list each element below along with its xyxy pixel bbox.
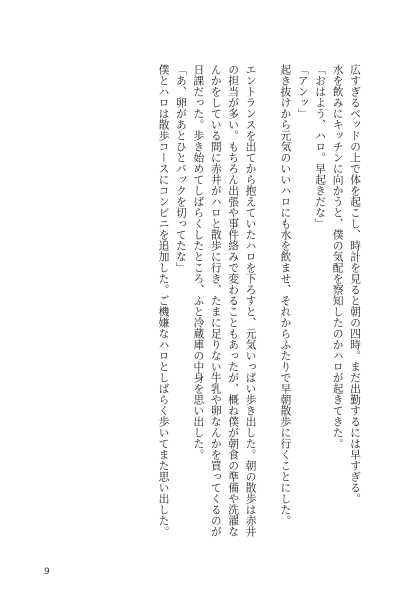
paragraph: 僕とハロは散歩コースにコンビニを追加した。ご機嫌なハロとしばらく歩いてまた思い出した。 bbox=[157, 64, 171, 537]
paragraph: エントランスを出てから抱えていたハロを下ろすと、元気いっぱい歩き出した。朝の散歩は赤井の担当が多い。もちろん出張や事件絡みで変わることもあったが、概ね僕が朝食の準備や洗濯なんかをしている間に赤井がハロと散歩に行き、たまに足りない牛乳や卵なんかを買ってくるのが日課だった。歩き始めてしばらくしたところ、ふと冷蔵庫の中身を思い出した。 bbox=[192, 64, 258, 537]
paragraph: 広すぎるベッドの上で体を起こし、時計を見ると朝の四時。まだ出勤するには早すぎる。 bbox=[349, 64, 362, 504]
paragraph: 水を飲みにキッチンに向かうと、僕の気配を察知したのかハロが起きてきた。 bbox=[331, 64, 345, 449]
body-text bbox=[24, 64, 364, 544]
dialogue-line: 「あ、卵があとひとパックを切ってたな」 bbox=[174, 64, 188, 273]
scene-break bbox=[260, 64, 277, 544]
page-number: 9 bbox=[44, 567, 50, 577]
dialogue-line: 「アンッ」 bbox=[296, 64, 310, 119]
paragraph: 起き抜けから元気のいいハロにも水を飲ませ、それからふたりで早朝散歩に行くことにした。 bbox=[279, 64, 293, 526]
dialogue-line: 「おはよう、ハロ。早起きだな」 bbox=[314, 64, 328, 229]
